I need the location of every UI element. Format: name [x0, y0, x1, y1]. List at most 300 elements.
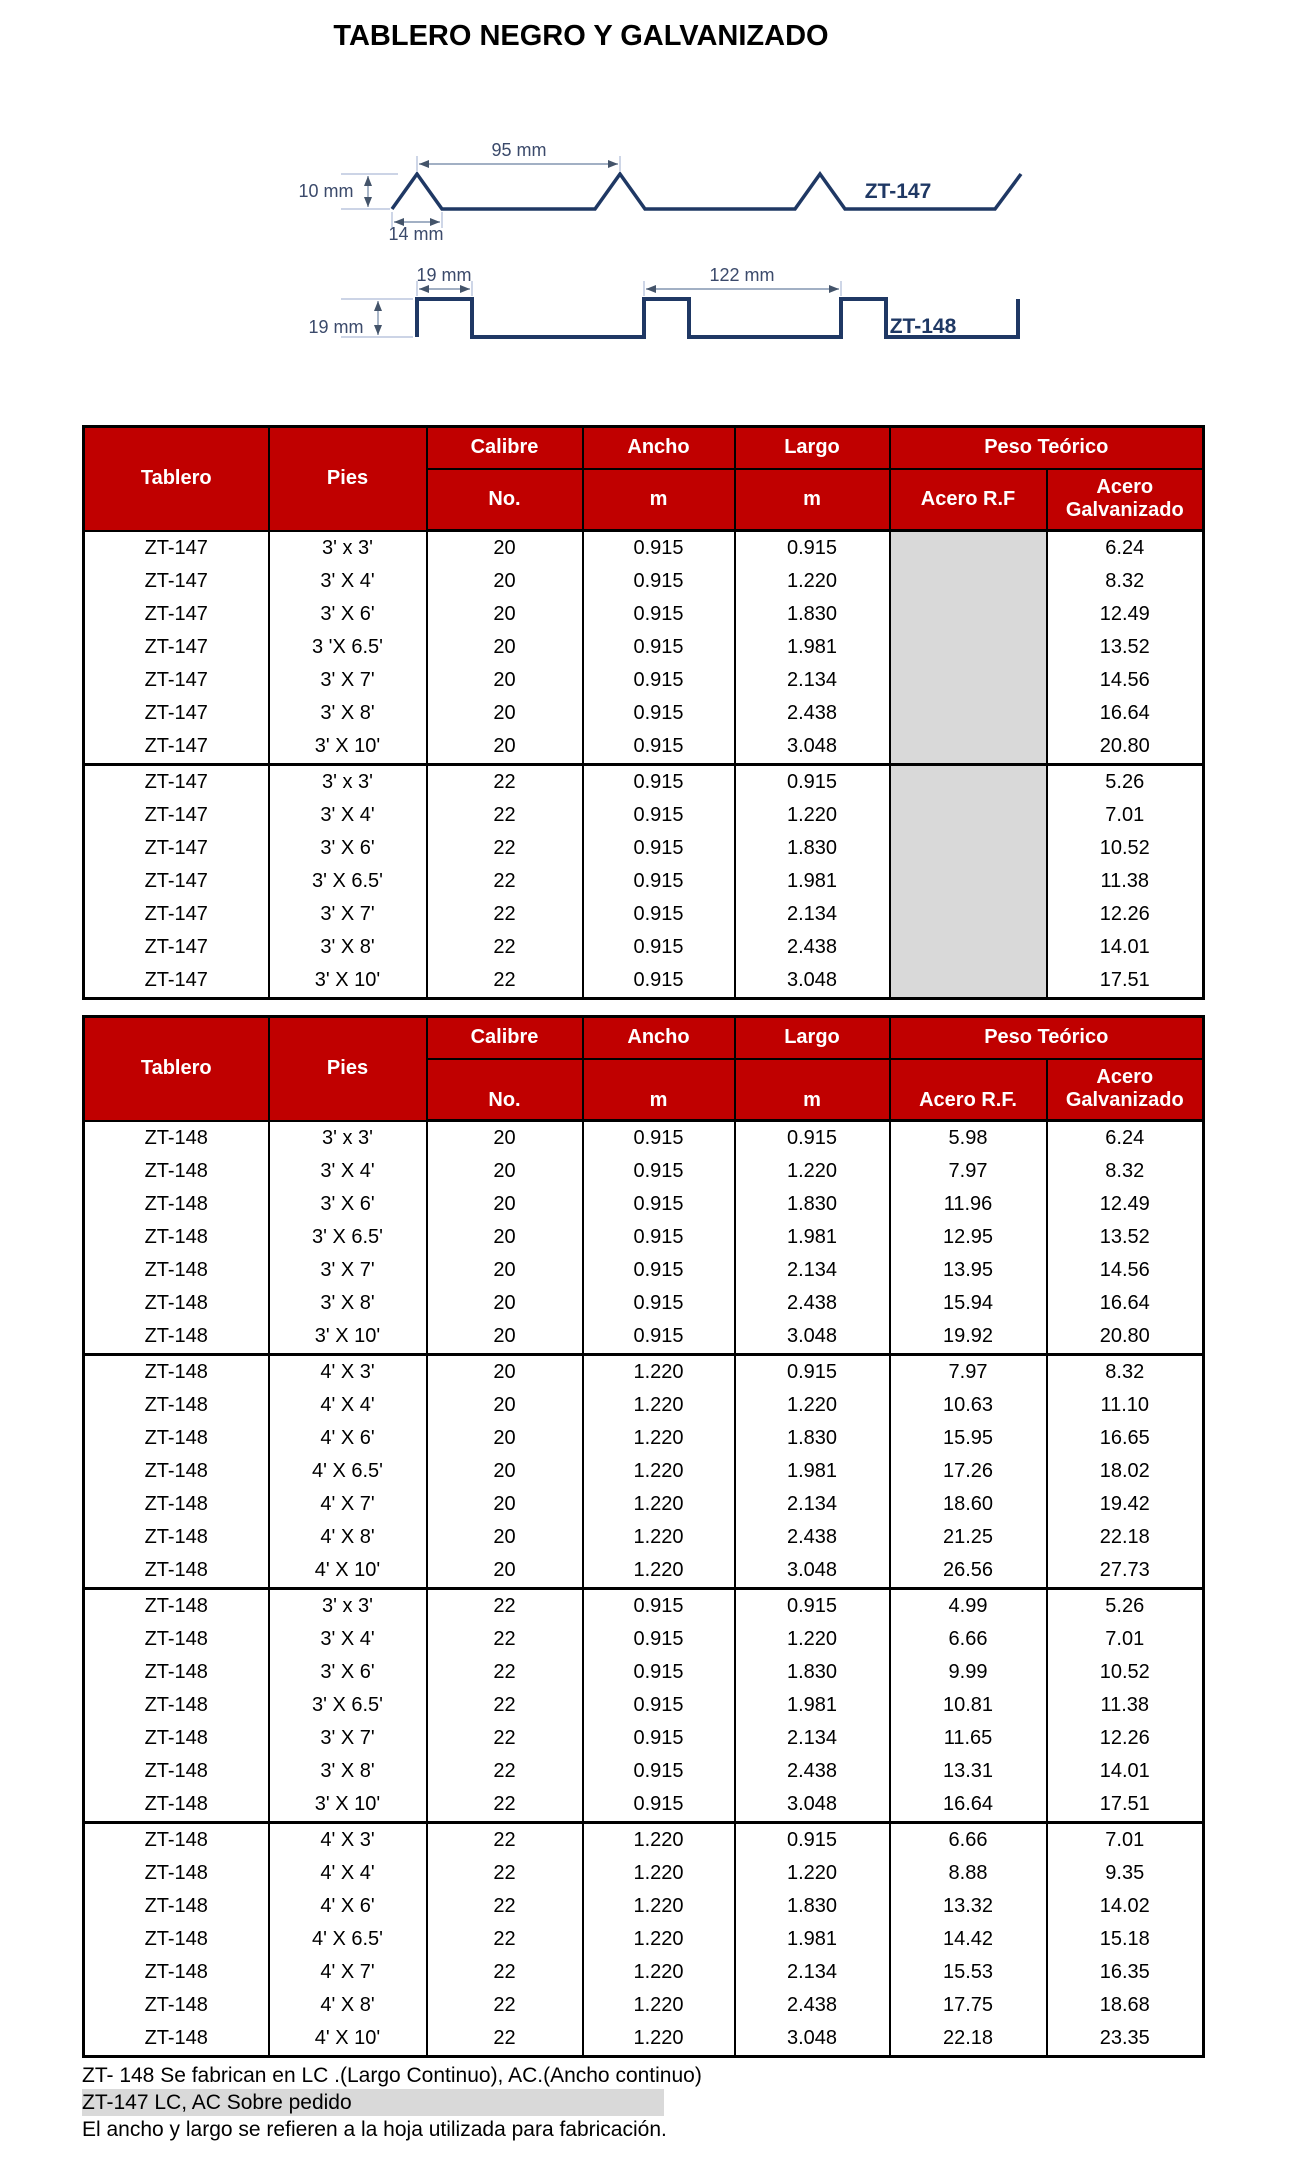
table-cell: 3' X 6' — [269, 1188, 427, 1221]
table-cell: 0.915 — [583, 1320, 735, 1355]
table-cell: 0.915 — [583, 1656, 735, 1689]
table-row — [84, 598, 1204, 631]
table-cell: 22 — [427, 964, 583, 999]
table-cell: ZT-148 — [84, 1989, 269, 2022]
table-cell: ZT-148 — [84, 1689, 269, 1722]
table-cell: ZT-147 — [84, 799, 269, 832]
table-row — [84, 1389, 1204, 1422]
table-cell: 20 — [427, 697, 583, 730]
table-cell: 0.915 — [735, 1121, 890, 1156]
table-cell: 3' X 7' — [269, 1722, 427, 1755]
table-cell: 17.75 — [890, 1989, 1047, 2022]
col-header-ancho-unit: m — [583, 469, 735, 531]
table-cell: 1.220 — [735, 1623, 890, 1656]
table-cell: 22 — [427, 865, 583, 898]
zt147-label: ZT-147 — [864, 180, 932, 203]
col-header-peso-teorico: Peso Teórico — [890, 427, 1204, 469]
table-row — [84, 1623, 1204, 1656]
table-cell: 13.31 — [890, 1755, 1047, 1788]
table-cell: 3.048 — [735, 1788, 890, 1823]
table-cell: 20 — [427, 1254, 583, 1287]
table-cell: 3' X 7' — [269, 898, 427, 931]
zt148-label: ZT-148 — [889, 315, 957, 338]
table-cell: ZT-148 — [84, 1521, 269, 1554]
table-cell: 4' X 10' — [269, 2022, 427, 2057]
col-header-acero-rf: Acero R.F. — [890, 1059, 1047, 1121]
zt147-profile-drawing — [298, 140, 1021, 244]
table-cell: 22 — [427, 832, 583, 865]
table-cell: 20 — [427, 1455, 583, 1488]
table-cell: 14.01 — [1047, 1755, 1204, 1788]
table-cell: 0.915 — [583, 1689, 735, 1722]
zt148-dim-pitch — [644, 265, 841, 296]
table-cell: 1.830 — [735, 1890, 890, 1923]
table-cell: 13.32 — [890, 1890, 1047, 1923]
table-cell: 10.52 — [1047, 1656, 1204, 1689]
table-cell: 9.35 — [1047, 1857, 1204, 1890]
table-row — [84, 765, 1204, 800]
col-header-acero-rf: Acero R.F — [890, 469, 1047, 531]
col-header-acero-galvanizado: Acero Galvanizado — [1047, 1059, 1204, 1121]
table-cell: 4' X 6.5' — [269, 1455, 427, 1488]
zt148-table-body — [84, 1121, 1204, 2057]
table-cell: 1.220 — [735, 799, 890, 832]
table-cell: 22 — [427, 1956, 583, 1989]
table-cell: 3' X 6.5' — [269, 1689, 427, 1722]
table-row — [84, 1788, 1204, 1823]
table-cell: 2.438 — [735, 1521, 890, 1554]
table-cell: 2.134 — [735, 1488, 890, 1521]
table-row — [84, 964, 1204, 999]
table-cell: 1.830 — [735, 1188, 890, 1221]
zt148-spec-table — [82, 1015, 1205, 2058]
table-cell: 0.915 — [583, 1722, 735, 1755]
table-cell: 3 'X 6.5' — [269, 631, 427, 664]
table-cell: 22 — [427, 1823, 583, 1858]
table-cell: 1.220 — [583, 1455, 735, 1488]
table-cell: ZT-147 — [84, 964, 269, 999]
table-row — [84, 631, 1204, 664]
table-cell: 12.95 — [890, 1221, 1047, 1254]
table-cell: 1.220 — [583, 1857, 735, 1890]
table-cell: ZT-147 — [84, 765, 269, 800]
table-row — [84, 832, 1204, 865]
table-cell — [890, 730, 1047, 765]
table-cell: 0.915 — [583, 1121, 735, 1156]
zt147-dim-pitch-label: 95 mm — [491, 140, 547, 160]
table-cell: 1.981 — [735, 865, 890, 898]
table-cell: 4' X 6' — [269, 1422, 427, 1455]
table-cell: 0.915 — [583, 730, 735, 765]
zt147-dim-pitch — [417, 140, 620, 172]
table-cell: 6.24 — [1047, 1121, 1204, 1156]
table-cell: 0.915 — [583, 531, 735, 566]
table-cell: 3' X 4' — [269, 1155, 427, 1188]
col-header-peso-teorico: Peso Teórico — [890, 1017, 1204, 1059]
table-cell: 22 — [427, 931, 583, 964]
table-cell: 1.220 — [583, 1389, 735, 1422]
table-cell: 0.915 — [583, 598, 735, 631]
table-cell: ZT-148 — [84, 1823, 269, 1858]
table-cell: 8.32 — [1047, 1155, 1204, 1188]
table-cell: 3.048 — [735, 1320, 890, 1355]
table-cell: ZT-147 — [84, 898, 269, 931]
table-cell — [890, 931, 1047, 964]
table-cell: 0.915 — [583, 1221, 735, 1254]
table-row — [84, 1254, 1204, 1287]
table-cell: ZT-148 — [84, 2022, 269, 2057]
table-cell: 2.134 — [735, 1722, 890, 1755]
table-cell: 3' X 6' — [269, 1656, 427, 1689]
table-cell: 1.981 — [735, 631, 890, 664]
table-cell: ZT-147 — [84, 697, 269, 730]
table-cell: 3.048 — [735, 1554, 890, 1589]
table-row — [84, 1989, 1204, 2022]
table-cell: 0.915 — [583, 1188, 735, 1221]
table-cell: 3' X 6.5' — [269, 865, 427, 898]
note-text: El ancho y largo se refieren a la hoja utilizada para fabricación. — [82, 2118, 667, 2141]
table-cell: 20 — [427, 598, 583, 631]
table-cell: 6.66 — [890, 1623, 1047, 1656]
table-cell: ZT-148 — [84, 1488, 269, 1521]
zt148-dim-height-label: 19 mm — [308, 317, 364, 337]
table-cell: 19.92 — [890, 1320, 1047, 1355]
table-cell — [890, 865, 1047, 898]
table-cell: 4' X 4' — [269, 1389, 427, 1422]
table-cell: 20 — [427, 730, 583, 765]
table-cell: 2.134 — [735, 664, 890, 697]
table-cell: ZT-147 — [84, 531, 269, 566]
col-header-ancho: Ancho — [583, 1017, 735, 1059]
table-cell: 12.49 — [1047, 598, 1204, 631]
table-cell: 22 — [427, 765, 583, 800]
table-row — [84, 565, 1204, 598]
col-header-tablero: Tablero — [84, 427, 269, 531]
table-cell: 15.53 — [890, 1956, 1047, 1989]
table-cell: 3' x 3' — [269, 765, 427, 800]
table-cell: 3' X 4' — [269, 1623, 427, 1656]
table-cell: 22 — [427, 1722, 583, 1755]
table-cell: 0.915 — [583, 898, 735, 931]
table-cell: 20 — [427, 1320, 583, 1355]
table-cell: 22 — [427, 1923, 583, 1956]
table-cell: ZT-148 — [84, 1857, 269, 1890]
table-cell: 20 — [427, 631, 583, 664]
table-cell: ZT-148 — [84, 1890, 269, 1923]
table-cell: 1.981 — [735, 1689, 890, 1722]
table-cell: 0.915 — [583, 1254, 735, 1287]
table-row — [84, 1320, 1204, 1355]
table-cell: 0.915 — [583, 799, 735, 832]
table-row — [84, 664, 1204, 697]
table-cell: 20 — [427, 1155, 583, 1188]
table-cell: 3' X 10' — [269, 1788, 427, 1823]
table-cell: 1.220 — [583, 1488, 735, 1521]
note-line-fabrication — [82, 2062, 702, 2089]
table-cell: 14.56 — [1047, 664, 1204, 697]
table-cell: 1.220 — [583, 1355, 735, 1390]
table-cell: 1.220 — [583, 2022, 735, 2057]
table-row — [84, 931, 1204, 964]
table-cell: ZT-148 — [84, 1320, 269, 1355]
table-cell: 0.915 — [735, 531, 890, 566]
table-cell: 0.915 — [583, 765, 735, 800]
table-cell: 22 — [427, 1755, 583, 1788]
table-cell: 20 — [427, 664, 583, 697]
table-cell: 0.915 — [735, 1355, 890, 1390]
footnotes — [82, 2062, 702, 2143]
table-cell: 13.95 — [890, 1254, 1047, 1287]
table-cell: 4' X 6' — [269, 1890, 427, 1923]
table-cell: 7.01 — [1047, 1823, 1204, 1858]
table-cell: ZT-148 — [84, 1155, 269, 1188]
table-row — [84, 1956, 1204, 1989]
table-row — [84, 1656, 1204, 1689]
table-cell: 22 — [427, 1857, 583, 1890]
col-header-largo: Largo — [735, 427, 890, 469]
table-cell: 0.915 — [583, 832, 735, 865]
table-cell: 7.01 — [1047, 799, 1204, 832]
table-cell: 3.048 — [735, 730, 890, 765]
table-cell: 12.49 — [1047, 1188, 1204, 1221]
table-cell: 8.88 — [890, 1857, 1047, 1890]
table-cell: 1.830 — [735, 598, 890, 631]
zt147-dim-height — [298, 174, 398, 209]
col-header-largo-unit: m — [735, 1059, 890, 1121]
table-cell: 0.915 — [583, 964, 735, 999]
table-cell: ZT-148 — [84, 1755, 269, 1788]
table-cell: 12.26 — [1047, 898, 1204, 931]
table-cell: 3' X 8' — [269, 1755, 427, 1788]
table-cell: 0.915 — [583, 565, 735, 598]
table-cell: 3' x 3' — [269, 1121, 427, 1156]
table-cell: ZT-148 — [84, 1923, 269, 1956]
table-cell — [890, 697, 1047, 730]
table-cell: 22.18 — [1047, 1521, 1204, 1554]
table-cell: 1.220 — [583, 1956, 735, 1989]
table-cell — [890, 799, 1047, 832]
table-cell: 1.830 — [735, 832, 890, 865]
col-header-ancho-unit: m — [583, 1059, 735, 1121]
table-cell: 20 — [427, 1521, 583, 1554]
table-cell: 6.24 — [1047, 531, 1204, 566]
table-cell: 20 — [427, 1221, 583, 1254]
table-cell: 1.830 — [735, 1422, 890, 1455]
table-cell: 1.220 — [583, 1923, 735, 1956]
table-cell: 14.42 — [890, 1923, 1047, 1956]
col-header-tablero: Tablero — [84, 1017, 269, 1121]
table-cell: 3' X 7' — [269, 664, 427, 697]
table-cell: 3' X 8' — [269, 931, 427, 964]
table-cell: ZT-148 — [84, 1554, 269, 1589]
table-cell: 0.915 — [583, 1623, 735, 1656]
zt147-dim-base — [388, 212, 443, 244]
table-cell: 0.915 — [735, 1589, 890, 1624]
table-cell: 2.438 — [735, 1989, 890, 2022]
table-cell: 23.35 — [1047, 2022, 1204, 2057]
table-cell: 0.915 — [583, 1755, 735, 1788]
table-cell: 6.66 — [890, 1823, 1047, 1858]
table-cell: 7.01 — [1047, 1623, 1204, 1656]
table-cell: 19.42 — [1047, 1488, 1204, 1521]
table-cell: 4' X 7' — [269, 1956, 427, 1989]
table-cell: 12.26 — [1047, 1722, 1204, 1755]
table-row — [84, 1755, 1204, 1788]
table-cell: 1.830 — [735, 1656, 890, 1689]
table-cell: 22 — [427, 1689, 583, 1722]
table-row — [84, 1589, 1204, 1624]
table-cell: 1.220 — [583, 1890, 735, 1923]
note-text: ZT- 148 Se fabrican en LC .(Largo Continuo), AC.(Ancho continuo) — [82, 2064, 702, 2087]
table-cell: ZT-147 — [84, 598, 269, 631]
table-cell: ZT-148 — [84, 1121, 269, 1156]
table-cell: 2.134 — [735, 1254, 890, 1287]
zt148-profile-drawing — [308, 265, 1018, 338]
table-cell: 1.220 — [583, 1989, 735, 2022]
table-cell: 20 — [427, 1488, 583, 1521]
table-cell: 22 — [427, 1890, 583, 1923]
table-row — [84, 697, 1204, 730]
table-row — [84, 1121, 1204, 1156]
table-cell: 17.26 — [890, 1455, 1047, 1488]
table-cell: ZT-147 — [84, 730, 269, 765]
table-cell: 1.220 — [735, 1155, 890, 1188]
table-cell: 13.52 — [1047, 631, 1204, 664]
table-cell: 20 — [427, 1188, 583, 1221]
table-cell: 1.220 — [735, 1389, 890, 1422]
table-cell: 4' X 8' — [269, 1989, 427, 2022]
table-cell: 3' X 6' — [269, 598, 427, 631]
table-cell: 8.32 — [1047, 1355, 1204, 1390]
table-cell: 11.10 — [1047, 1389, 1204, 1422]
table-cell: 3' X 10' — [269, 730, 427, 765]
table-row — [84, 531, 1204, 566]
col-header-pies: Pies — [269, 427, 427, 531]
table-cell: 0.915 — [583, 697, 735, 730]
table-cell: 0.915 — [583, 1788, 735, 1823]
table-cell: ZT-147 — [84, 832, 269, 865]
col-header-pies: Pies — [269, 1017, 427, 1121]
table-row — [84, 1488, 1204, 1521]
table-cell: ZT-148 — [84, 1389, 269, 1422]
table-cell: 26.56 — [890, 1554, 1047, 1589]
zt148-dim-height — [308, 299, 413, 337]
table-cell: 17.51 — [1047, 1788, 1204, 1823]
table-cell: 13.52 — [1047, 1221, 1204, 1254]
table-cell: 1.220 — [583, 1554, 735, 1589]
table-cell: 16.64 — [1047, 1287, 1204, 1320]
table-cell — [890, 964, 1047, 999]
table-cell: ZT-148 — [84, 1722, 269, 1755]
table-cell: 11.38 — [1047, 865, 1204, 898]
table-cell: 20 — [427, 1355, 583, 1390]
profile-diagrams — [0, 0, 1306, 400]
table-cell: ZT-147 — [84, 931, 269, 964]
table-cell — [890, 598, 1047, 631]
table-cell: 8.32 — [1047, 565, 1204, 598]
table-cell — [890, 832, 1047, 865]
table-cell: 22 — [427, 1589, 583, 1624]
table-row — [84, 1823, 1204, 1858]
table-cell: 3' X 4' — [269, 799, 427, 832]
col-header-largo-unit: m — [735, 469, 890, 531]
table-cell: 11.38 — [1047, 1689, 1204, 1722]
table-cell: 4' X 10' — [269, 1554, 427, 1589]
table-cell — [890, 765, 1047, 800]
table-cell: 22 — [427, 799, 583, 832]
table-cell: 3' X 4' — [269, 565, 427, 598]
table-cell: 20 — [427, 1121, 583, 1156]
table-cell: 20 — [427, 1422, 583, 1455]
table-cell: 4' X 3' — [269, 1823, 427, 1858]
table-cell: ZT-147 — [84, 631, 269, 664]
table-row — [84, 1923, 1204, 1956]
zt148-dim-rib-width-label: 19 mm — [416, 265, 472, 285]
table-cell: 18.60 — [890, 1488, 1047, 1521]
table-cell: 0.915 — [735, 765, 890, 800]
col-header-calibre: Calibre — [427, 427, 583, 469]
table-cell: 18.02 — [1047, 1455, 1204, 1488]
table-row — [84, 1521, 1204, 1554]
table-row — [84, 1554, 1204, 1589]
table-cell: 0.915 — [583, 931, 735, 964]
table-cell: ZT-148 — [84, 1788, 269, 1823]
table-cell: 1.220 — [735, 565, 890, 598]
table-cell: 14.01 — [1047, 931, 1204, 964]
table-cell: 22 — [427, 1989, 583, 2022]
table-cell: 0.915 — [583, 1589, 735, 1624]
table-cell: 9.99 — [890, 1656, 1047, 1689]
table-cell: 10.52 — [1047, 832, 1204, 865]
table-cell: 5.98 — [890, 1121, 1047, 1156]
table-cell: 16.35 — [1047, 1956, 1204, 1989]
table-cell: 20.80 — [1047, 730, 1204, 765]
table-cell: 11.96 — [890, 1188, 1047, 1221]
table-cell: 1.220 — [583, 1422, 735, 1455]
col-header-calibre-unit: No. — [427, 1059, 583, 1121]
table-cell: 0.915 — [583, 631, 735, 664]
table-cell: 20 — [427, 1554, 583, 1589]
table-cell: 22 — [427, 2022, 583, 2057]
table-cell: 3' X 7' — [269, 1254, 427, 1287]
table-cell: ZT-148 — [84, 1188, 269, 1221]
zt147-table-body — [84, 531, 1204, 999]
table-cell: ZT-148 — [84, 1422, 269, 1455]
table-cell: ZT-147 — [84, 664, 269, 697]
table-cell: 14.56 — [1047, 1254, 1204, 1287]
table-cell: 0.915 — [583, 1155, 735, 1188]
table-row — [84, 1857, 1204, 1890]
table-cell: 10.81 — [890, 1689, 1047, 1722]
table-cell: ZT-148 — [84, 1221, 269, 1254]
table-cell: 4' X 3' — [269, 1355, 427, 1390]
table-cell: ZT-148 — [84, 1956, 269, 1989]
table-cell: 2.438 — [735, 1287, 890, 1320]
table-cell: 7.97 — [890, 1155, 1047, 1188]
table-cell: 2.134 — [735, 1956, 890, 1989]
table-cell: ZT-148 — [84, 1287, 269, 1320]
table-cell: 1.981 — [735, 1923, 890, 1956]
table-cell: 1.981 — [735, 1221, 890, 1254]
table-cell: 20 — [427, 1389, 583, 1422]
table-cell: 21.25 — [890, 1521, 1047, 1554]
table-cell: 20 — [427, 531, 583, 566]
table-cell: 1.220 — [735, 1857, 890, 1890]
table-cell: 11.65 — [890, 1722, 1047, 1755]
table-cell: 3' x 3' — [269, 1589, 427, 1624]
table-row — [84, 1155, 1204, 1188]
table-cell: 22 — [427, 1623, 583, 1656]
